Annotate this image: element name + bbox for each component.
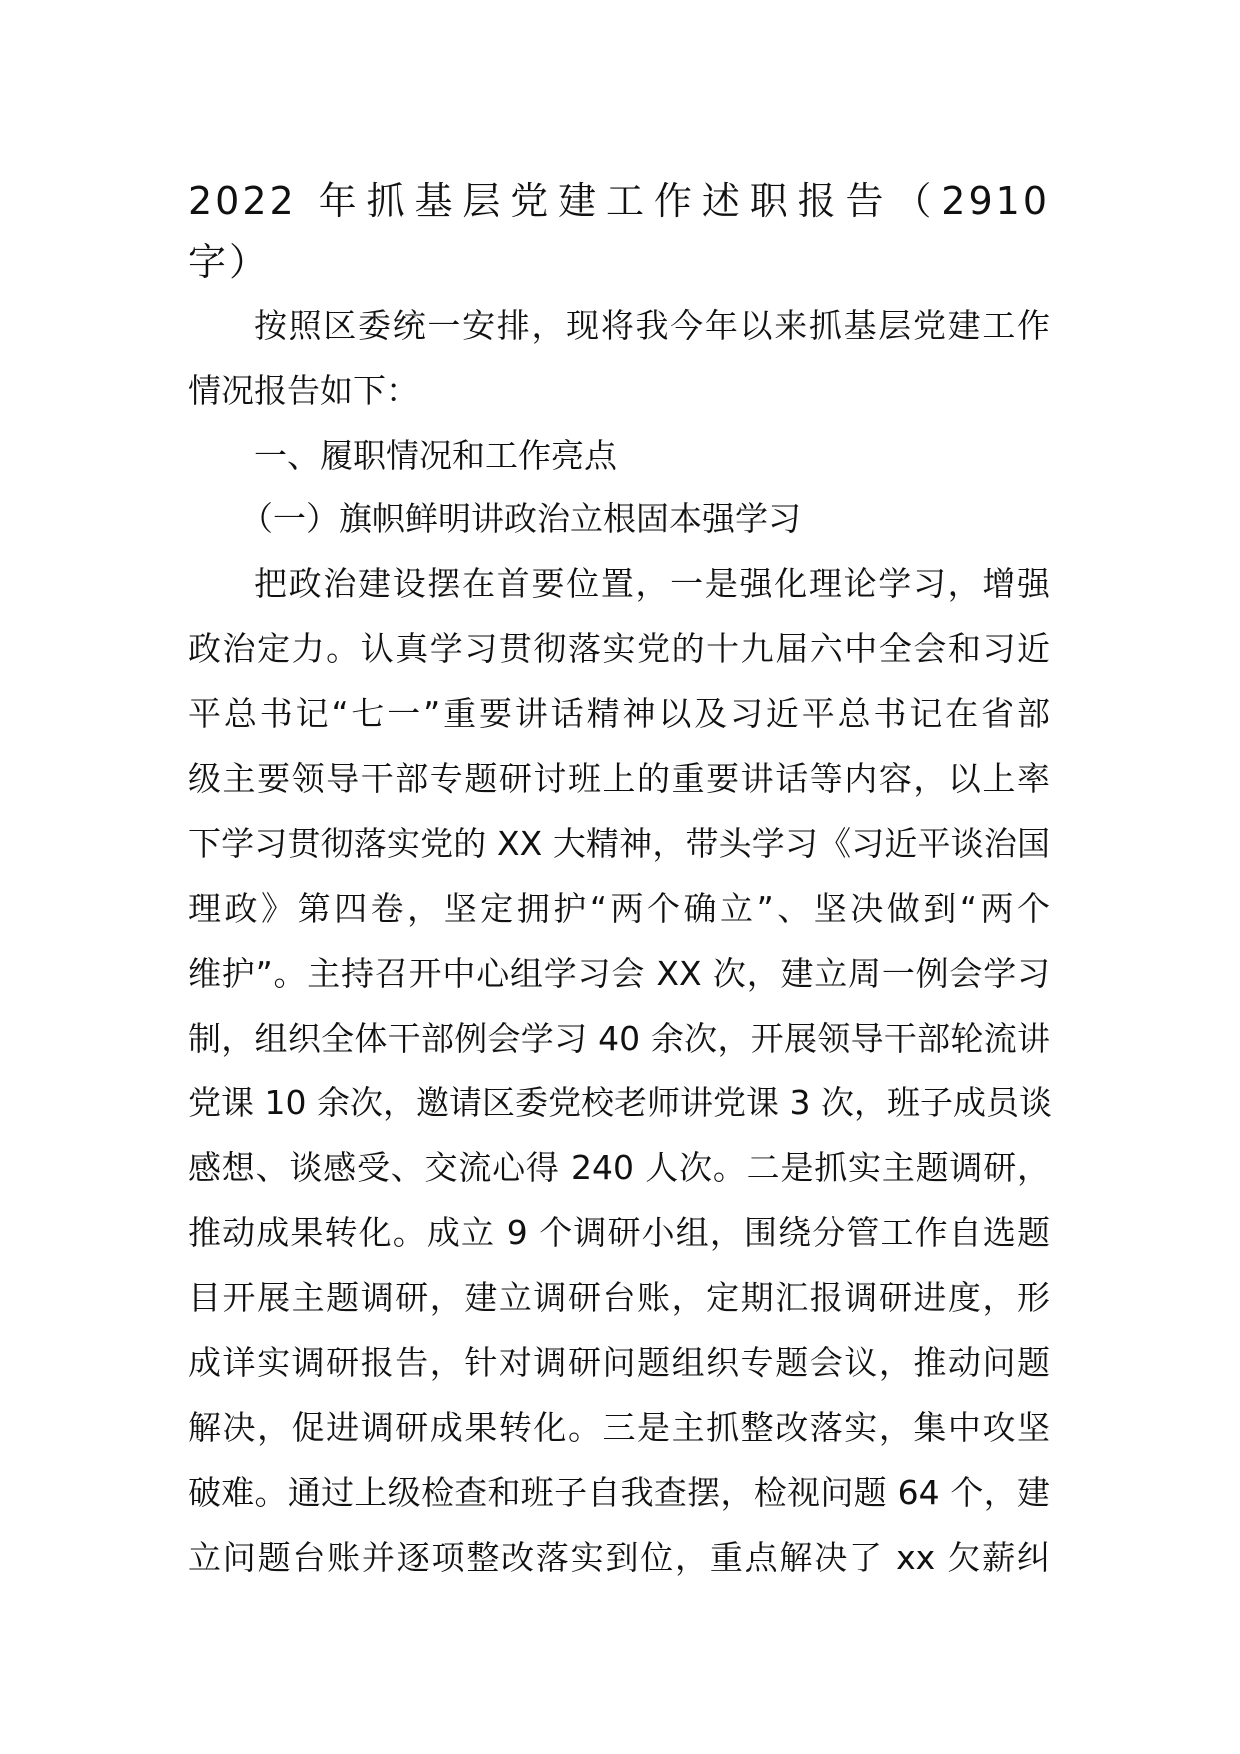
body-line: 维护”。主持召开中心组学习会 XX 次，建立周一例会学习 <box>188 954 1050 993</box>
body-line: 下学习贯彻落实党的 XX 大精神，带头学习《习近平谈治国 <box>188 824 1050 863</box>
body-line: 破难。通过上级检查和班子自我查摆，检视问题 64 个，建 <box>188 1473 1050 1512</box>
subsection-heading: （一）旗帜鲜明讲政治立根固本强学习 <box>240 499 801 538</box>
section-heading: 一、履职情况和工作亮点 <box>254 436 617 475</box>
document-title-line-1: 2022 年抓基层党建工作述职报告（2910 <box>188 179 1050 223</box>
body-line: 级主要领导干部专题研讨班上的重要讲话等内容，以上率 <box>188 759 1050 798</box>
body-line: 把政治建设摆在首要位置，一是强化理论学习，增强 <box>254 564 1050 603</box>
body-line: 制，组织全体干部例会学习 40 余次，开展领导干部轮流讲 <box>188 1019 1050 1058</box>
intro-line-1: 按照区委统一安排，现将我今年以来抓基层党建工作 <box>254 306 1050 345</box>
body-line: 解决，促进调研成果转化。三是主抓整改落实，集中攻坚 <box>188 1408 1050 1447</box>
body-line: 推动成果转化。成立 9 个调研小组，围绕分管工作自选题 <box>188 1213 1050 1252</box>
document-title-line-2: 字） <box>188 240 271 284</box>
body-line: 平总书记“七一”重要讲话精神以及习近平总书记在省部 <box>188 694 1050 733</box>
intro-line-2: 情况报告如下： <box>188 371 419 410</box>
body-line: 政治定力。认真学习贯彻落实党的十九届六中全会和习近 <box>188 629 1050 668</box>
body-line: 感想、谈感受、交流心得 240 人次。二是抓实主题调研， <box>188 1148 1050 1187</box>
body-line: 目开展主题调研，建立调研台账，定期汇报调研进度，形 <box>188 1278 1050 1317</box>
body-line: 理政》第四卷，坚定拥护“两个确立”、坚决做到“两个 <box>188 889 1050 928</box>
body-line: 成详实调研报告，针对调研问题组织专题会议，推动问题 <box>188 1343 1050 1382</box>
body-line: 立问题台账并逐项整改落实到位，重点解决了 xx 欠薪纠 <box>188 1538 1050 1577</box>
body-line: 党课 10 余次，邀请区委党校老师讲党课 3 次，班子成员谈 <box>188 1083 1052 1122</box>
